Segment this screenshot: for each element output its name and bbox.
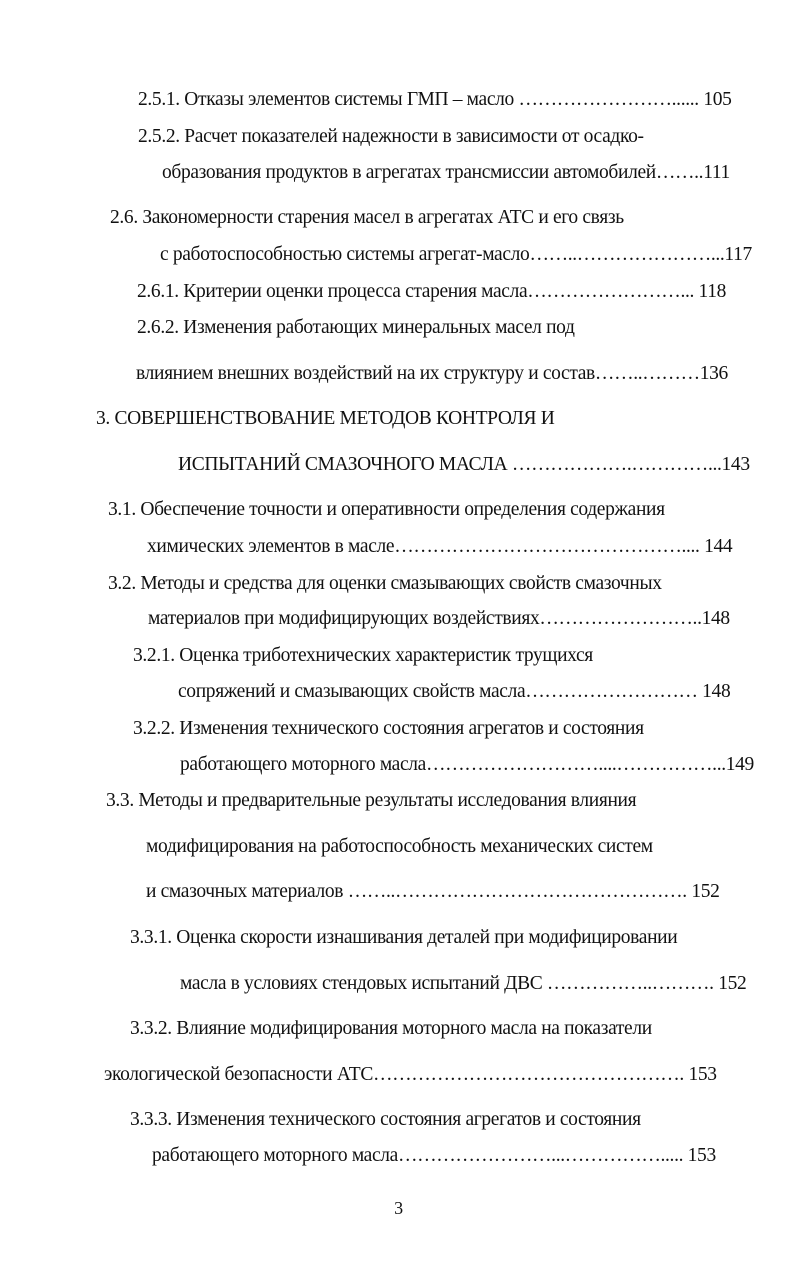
toc-line-3-1-cont: химических элементов в масле……………………………………….... 144 — [147, 536, 733, 557]
toc-line-3-3-3-cont: работающего моторного масла……………………...……………..... 153 — [152, 1145, 716, 1166]
toc-line-3-3-2: 3.3.2. Влияние модифицирования моторного масла на показатели — [130, 1018, 652, 1039]
toc-line-2-5-1: 2.5.1. Отказы элементов системы ГМП – масло ……………………...... 105 — [138, 89, 732, 110]
toc-line-2-6-2: 2.6.2. Изменения работающих минеральных масел под — [137, 317, 575, 338]
toc-line-3-2-2: 3.2.2. Изменения технического состояния агрегатов и состояния — [133, 718, 644, 739]
toc-line-3-3-2-cont: экологической безопасности АТС…………………………………………. 153 — [104, 1064, 717, 1085]
toc-line-3-3: 3.3. Методы и предварительные результаты исследования влияния — [106, 790, 637, 811]
toc-line-chapter-3: 3. СОВЕРШЕНСТВОВАНИЕ МЕТОДОВ КОНТРОЛЯ И — [96, 408, 555, 429]
toc-line-2-6-1: 2.6.1. Критерии оценки процесса старения масла……………………... 118 — [137, 281, 727, 302]
toc-line-2-6-cont: с работоспособностью системы агрегат-масло……..…………………...117 — [160, 244, 752, 265]
toc-line-2-6: 2.6. Закономерности старения масел в агрегатах АТС и его связь — [110, 207, 624, 228]
toc-line-2-5-2: 2.5.2. Расчет показателей надежности в зависимости от осадко- — [138, 126, 644, 147]
page-number: 3 — [394, 1198, 403, 1218]
toc-line-3-2-2-cont: работающего моторного масла………………………....……………...149 — [180, 754, 754, 775]
toc-line-3-3-cont2: и смазочных материалов ……..………………………………………. 152 — [146, 881, 720, 902]
toc-line-3-2-1-cont: сопряжений и смазывающих свойств масла……………………… 148 — [178, 681, 731, 702]
toc-line-3-1: 3.1. Обеспечение точности и оперативности определения содержания — [108, 499, 665, 520]
toc-line-3-3-cont1: модифицирования на работоспособность механических систем — [146, 836, 653, 857]
toc-line-3-2: 3.2. Методы и средства для оценки смазывающих свойств смазочных — [108, 573, 662, 594]
toc-line-3-2-cont: материалов при модифицирующих воздействиях……………………..148 — [148, 608, 730, 629]
toc-line-2-5-2-cont: образования продуктов в агрегатах трансмиссии автомобилей……..111 — [162, 162, 730, 183]
toc-line-3-2-1: 3.2.1. Оценка триботехнических характеристик трущихся — [133, 645, 593, 666]
toc-line-3-3-3: 3.3.3. Изменения технического состояния агрегатов и состояния — [130, 1109, 641, 1130]
toc-line-chapter-3-cont: ИСПЫТАНИЙ СМАЗОЧНОГО МАСЛА ……………….…………...143 — [178, 454, 750, 475]
toc-line-3-3-1-cont: масла в условиях стендовых испытаний ДВС ……………..………. 152 — [180, 973, 747, 994]
toc-line-2-6-2-cont: влиянием внешних воздействий на их структуру и состав……..………136 — [136, 363, 728, 384]
toc-line-3-3-1: 3.3.1. Оценка скорости изнашивания деталей при модифицировании — [130, 927, 678, 948]
